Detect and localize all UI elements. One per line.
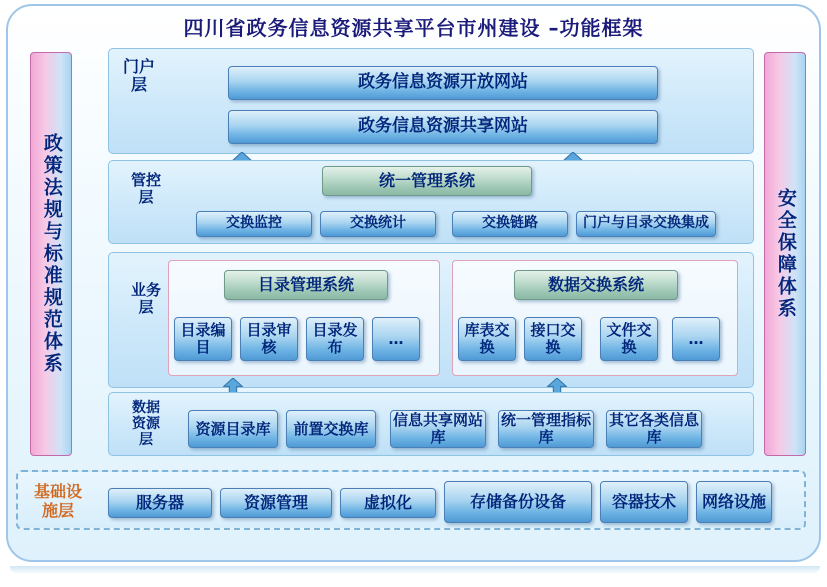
file-exchange-box[interactable] <box>600 317 658 361</box>
unified-management-index-db-label: 统一管理指标库 <box>500 411 591 446</box>
right-security-bar <box>764 52 806 456</box>
data-exchange-system-box[interactable] <box>514 270 678 300</box>
resource-management-label: 资源管理 <box>243 493 308 513</box>
resource-directory-db-box[interactable] <box>188 410 278 448</box>
virtualization-box[interactable] <box>340 488 436 518</box>
portal-directory-exchange-integration-box[interactable] <box>576 211 716 237</box>
left-policy-bar-label: 政策法规与标准规范体系 <box>40 133 63 375</box>
server-box[interactable] <box>108 488 212 518</box>
exchange-link-label: 交换链路 <box>482 215 538 232</box>
storage-backup-device-box[interactable] <box>444 481 592 523</box>
data-exchange-system-label: 数据交换系统 <box>547 275 644 295</box>
directory-publish-label: 目录发布 <box>312 321 358 356</box>
control-layer-label: 管控层 <box>130 171 161 207</box>
left-policy-bar <box>30 52 72 456</box>
virtualization-label: 虚拟化 <box>363 493 412 513</box>
unified-management-index-db-box[interactable] <box>498 410 594 448</box>
storage-backup-device-label: 存储备份设备 <box>469 492 566 512</box>
front-exchange-db-label: 前置交换库 <box>293 419 369 438</box>
open-website-label: 政务信息资源开放网站 <box>358 72 528 93</box>
interface-exchange-label: 接口交换 <box>530 321 576 356</box>
table-exchange-box[interactable] <box>458 317 516 361</box>
directory-more-label: … <box>388 329 404 348</box>
table-exchange-label: 库表交换 <box>464 321 510 356</box>
directory-review-box[interactable] <box>240 317 298 361</box>
directory-cataloging-box[interactable] <box>174 317 232 361</box>
other-info-db-label: 其它各类信息库 <box>608 411 699 446</box>
container-technology-label: 容器技术 <box>611 492 676 512</box>
share-website-box[interactable] <box>228 110 658 144</box>
directory-publish-box[interactable] <box>306 317 364 361</box>
directory-cataloging-label: 目录编目 <box>180 321 226 356</box>
server-label: 服务器 <box>135 493 184 513</box>
directory-more-box[interactable] <box>372 317 420 361</box>
unified-management-system-label: 统一管理系统 <box>378 171 475 191</box>
portal-layer-label: 门户层 <box>122 57 155 95</box>
frame-shadow <box>10 566 820 574</box>
directory-management-system-label: 目录管理系统 <box>257 275 354 295</box>
page-title: 四川省政务信息资源共享平台市州建设 –功能框架 <box>183 16 644 40</box>
info-share-website-db-label: 信息共享网站库 <box>392 411 483 446</box>
network-facility-label: 网络设施 <box>701 492 766 512</box>
business-layer-label: 业务层 <box>130 281 161 317</box>
exchange-monitor-box[interactable] <box>196 211 312 237</box>
file-exchange-label: 文件交换 <box>606 321 652 356</box>
unified-management-system-box[interactable] <box>322 166 532 196</box>
exchange-monitor-label: 交换监控 <box>226 215 282 232</box>
resource-directory-db-label: 资源目录库 <box>195 419 271 438</box>
resource-management-box[interactable] <box>220 488 332 518</box>
exchange-statistics-box[interactable] <box>320 211 436 237</box>
exchange-link-box[interactable] <box>452 211 568 237</box>
container-technology-box[interactable] <box>600 481 688 523</box>
data-layer-label: 数据资源层 <box>132 400 160 449</box>
network-facility-box[interactable] <box>696 481 772 523</box>
exchange-more-label: … <box>688 329 704 348</box>
other-info-db-box[interactable] <box>606 410 702 448</box>
exchange-statistics-label: 交换统计 <box>350 215 406 232</box>
share-website-label: 政务信息资源共享网站 <box>358 116 528 137</box>
directory-review-label: 目录审核 <box>246 321 292 356</box>
directory-management-system-box[interactable] <box>224 270 388 300</box>
open-website-box[interactable] <box>228 66 658 100</box>
front-exchange-db-box[interactable] <box>286 410 376 448</box>
interface-exchange-box[interactable] <box>524 317 582 361</box>
info-share-website-db-box[interactable] <box>390 410 486 448</box>
exchange-more-box[interactable] <box>672 317 720 361</box>
infrastructure-layer-label: 基础设施层 <box>33 482 82 521</box>
right-security-bar-label: 安全保障体系 <box>774 188 797 320</box>
portal-directory-exchange-integration-label: 门户与目录交换集成 <box>583 215 709 232</box>
